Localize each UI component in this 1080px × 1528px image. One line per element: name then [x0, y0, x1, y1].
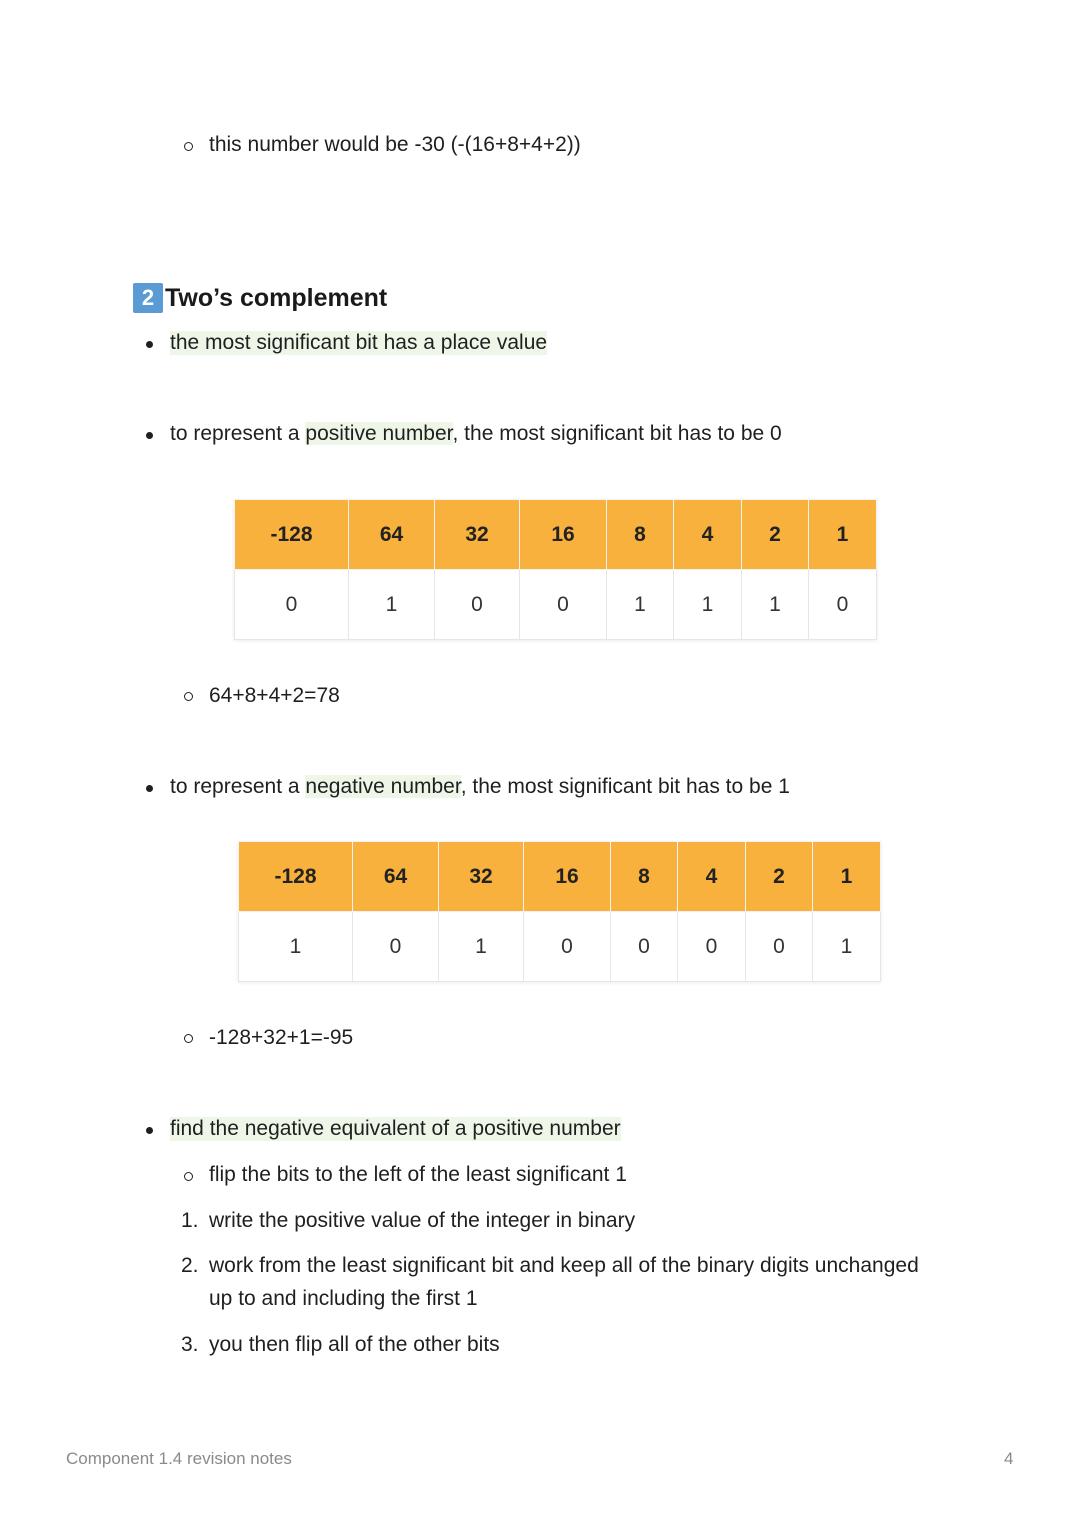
bullet-icon [146, 341, 153, 348]
value-cell: 1 [674, 570, 742, 640]
value-cell: 0 [678, 912, 746, 982]
step-number: 2. [181, 1254, 199, 1277]
sub-bullet-icon [184, 1034, 193, 1043]
step-text: write the positive value of the integer in binary [209, 1209, 636, 1232]
value-cell: 0 [809, 570, 877, 640]
positive-bits-table [234, 499, 877, 640]
bullet-icon [146, 432, 153, 439]
highlight-positive-number: positive number [305, 422, 453, 445]
header-cell: 16 [520, 500, 607, 570]
header-cell: 64 [353, 842, 439, 912]
value-cell: 1 [813, 912, 881, 982]
step-text: you then flip all of the other bits [209, 1333, 500, 1356]
footer-title: Component 1.4 revision notes [66, 1449, 292, 1468]
highlight-negative-number: negative number [305, 775, 461, 798]
sub-bullet-icon [184, 692, 193, 701]
header-cell: -128 [235, 500, 349, 570]
header-cell: 32 [439, 842, 524, 912]
header-cell: 8 [611, 842, 678, 912]
negative-bits-table [238, 841, 881, 982]
value-cell: 0 [520, 570, 607, 640]
value-cell: 1 [607, 570, 674, 640]
value-cell: 1 [349, 570, 435, 640]
header-cell: 2 [746, 842, 813, 912]
header-cell: 4 [678, 842, 746, 912]
value-cell: 0 [435, 570, 520, 640]
positive-sum: 64+8+4+2=78 [209, 684, 340, 707]
bullet-place-value: the most significant bit has a place value [170, 331, 548, 354]
top-note: this number would be -30 (-(16+8+4+2)) [209, 133, 581, 156]
header-cell: 1 [813, 842, 881, 912]
header-cell: 16 [524, 842, 611, 912]
value-cell: 0 [746, 912, 813, 982]
page-number: 4 [1004, 1449, 1014, 1468]
bullet-find-negative: find the negative equivalent of a positive number [170, 1117, 621, 1140]
value-cell: 0 [353, 912, 439, 982]
bullet-negative: to represent a negative number, the most significant bit has to be 1 [170, 775, 790, 798]
header-cell: 8 [607, 500, 674, 570]
header-cell: 32 [435, 500, 520, 570]
value-cell: 0 [524, 912, 611, 982]
header-cell: 64 [349, 500, 435, 570]
sub-bullet-icon [184, 1172, 193, 1181]
header-cell: 2 [742, 500, 809, 570]
value-cell: 1 [239, 912, 353, 982]
value-cell: 1 [742, 570, 809, 640]
bullet-positive: to represent a positive number, the most significant bit has to be 0 [170, 422, 782, 445]
value-cell: 0 [235, 570, 349, 640]
value-cell: 0 [611, 912, 678, 982]
step-number: 3. [181, 1333, 199, 1356]
header-cell: 1 [809, 500, 877, 570]
section-number-badge: 2 [133, 283, 163, 313]
step-text: work from the least significant bit and keep all of the binary digits unchanged [209, 1254, 919, 1277]
flip-bits-note: flip the bits to the left of the least significant 1 [209, 1163, 627, 1186]
bullet-icon [146, 785, 153, 792]
header-cell: -128 [239, 842, 353, 912]
step-text-continued: up to and including the first 1 [209, 1287, 478, 1310]
step-number: 1. [181, 1209, 199, 1232]
section-title: Two’s complement [165, 284, 388, 312]
header-cell: 4 [674, 500, 742, 570]
value-cell: 1 [439, 912, 524, 982]
negative-sum: -128+32+1=-95 [209, 1026, 354, 1049]
bullet-icon [146, 1127, 153, 1134]
sub-bullet-icon [184, 142, 193, 151]
